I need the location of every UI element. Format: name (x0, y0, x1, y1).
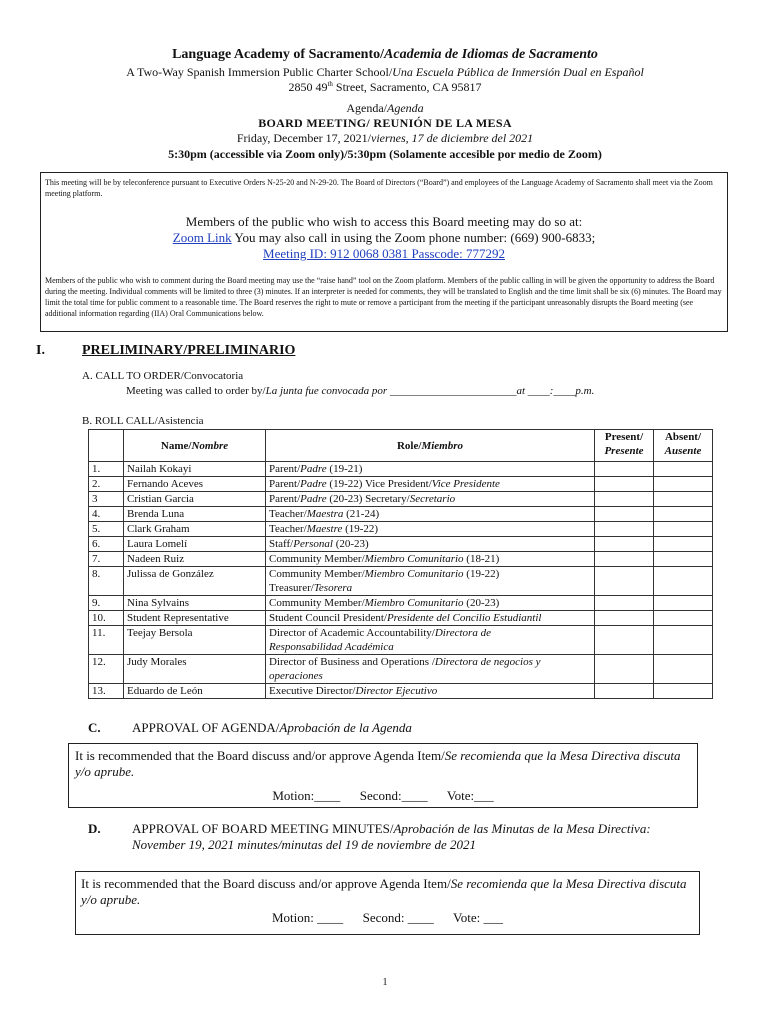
absent-checkbox-cell[interactable] (654, 626, 713, 655)
present-checkbox-cell[interactable] (595, 507, 654, 522)
role-tail: (19-21) (326, 463, 363, 475)
document-title (0, 47, 770, 63)
member-name-cell (124, 492, 266, 507)
row-number: 13. (92, 685, 106, 697)
member-name-cell (124, 596, 266, 611)
role-es: Director Ejecutivo (355, 685, 438, 697)
header-num (89, 430, 124, 462)
role2-es: Vice Presidente (431, 478, 500, 490)
zoom-line (40, 230, 728, 246)
member-name: Cristian Garcia (127, 493, 194, 505)
role2-es: Responsabilidad Académica (269, 641, 394, 653)
page-number: 1 (382, 977, 388, 988)
member-name-cell (124, 626, 266, 655)
absent-checkbox-cell[interactable] (654, 522, 713, 537)
role2-es: Secretario (409, 493, 456, 505)
notice-paragraph-2: Members of the public who wish to comment during the Board meeting may use the “raise hand” tool on the Zoom platform. Members of the public calling in will be given the opportunity to address the Board during the meeting. Individual comments will be limited to three (3) minutes. If an interpreter is needed for comments, they will be translated to English and the time limit shall be six (6) minutes. The Board may limit the total time for public comment to a reasonable time. The Board reserves the right to mute or remove a participant from the meeting if the participant unreasonably disrupts the Board meeting (see additional information regarding (IIA) Oral Communications below. (45, 276, 722, 318)
member-role-cell (266, 537, 595, 552)
row-number-cell (89, 626, 124, 655)
item-b-text: . ROLL CALL/Asistencia (89, 415, 204, 427)
roll-body (89, 462, 713, 699)
call-to-order-heading (82, 370, 243, 382)
meeting-title: BOARD MEETING/ REUNIÓN DE LA MESA (258, 116, 512, 130)
role-es: Directora de negocios y (434, 656, 541, 668)
member-role-cell (266, 684, 595, 699)
role-tail: (18-21) (463, 553, 500, 565)
role-tail: (19-22) (342, 523, 379, 535)
section-d-title-en: APPROVAL OF BOARD MEETING MINUTES/ (132, 821, 394, 836)
role-en: Community Member/ (269, 597, 365, 609)
member-name: Nina Sylvains (127, 597, 190, 609)
role-tail: (19-22) Vice President/ (326, 478, 432, 490)
agenda-es: Agenda (387, 101, 424, 115)
member-name: Student Representative (127, 612, 229, 624)
member-name-cell (124, 684, 266, 699)
present-checkbox-cell[interactable] (595, 522, 654, 537)
row-number-cell (89, 462, 124, 477)
member-name-cell (124, 462, 266, 477)
table-row (89, 567, 713, 596)
member-name-cell (124, 567, 266, 596)
row-number: 10. (92, 612, 106, 624)
member-role-cell (266, 507, 595, 522)
member-name-cell (124, 507, 266, 522)
member-name: Brenda Luna (127, 508, 185, 520)
header-absent-en: Absent/ (664, 431, 702, 443)
member-name: Eduardo de León (127, 685, 203, 697)
item-a-label: A (82, 370, 90, 382)
header-role (266, 430, 595, 462)
roll-header-row (89, 430, 713, 462)
section-d-title-es: Aprobación de las Minutas de la Mesa Directiva: (393, 821, 651, 836)
agenda-rec-en: It is recommended that the Board discuss and/or approve Agenda Item/ (75, 748, 445, 763)
header-name-en: Name/ (160, 439, 192, 452)
row-number-cell (89, 567, 124, 596)
row-number: 5. (92, 523, 101, 535)
header-present (595, 430, 654, 462)
present-checkbox-cell[interactable] (595, 567, 654, 596)
table-row (89, 596, 713, 611)
role-es: Presidente del Concilio Estudiantil (386, 612, 542, 624)
agenda-en: Agenda/ (346, 101, 387, 115)
item-b-label: B (82, 415, 90, 427)
role-tail: (20-23) (463, 597, 500, 609)
role-es: Miembro Comunitario (364, 568, 464, 580)
table-row (89, 626, 713, 655)
present-checkbox-cell[interactable] (595, 684, 654, 699)
table-row (89, 507, 713, 522)
member-role-cell (266, 596, 595, 611)
address-pre: 2850 49 (288, 80, 328, 94)
agenda-motion-line: Motion:____ Second:____ Vote:___ (272, 788, 494, 803)
section-d-heading (88, 820, 728, 837)
minutes-rec-en: It is recommended that the Board discuss and/or approve Agenda Item/ (81, 876, 451, 891)
address-post: Street, Sacramento, CA 95817 (332, 80, 482, 94)
role-en: Community Member/ (269, 568, 365, 580)
table-row (89, 522, 713, 537)
roll-call-table (88, 429, 713, 699)
member-name: Teejay Bersola (127, 627, 193, 639)
passcode-link[interactable]: Passcode: 777292 (411, 246, 505, 261)
member-role-cell (266, 462, 595, 477)
present-checkbox-cell[interactable] (595, 596, 654, 611)
section-c-title-en: APPROVAL OF AGENDA/ (132, 720, 280, 735)
role-en: Parent/ (269, 478, 301, 490)
role-en: Executive Director/ (269, 685, 356, 697)
role-tail: (20-23) Secretary/ (326, 493, 410, 505)
row-number: 12. (92, 656, 106, 668)
row-number-cell (89, 507, 124, 522)
absent-checkbox-cell[interactable] (654, 684, 713, 699)
access-info (40, 214, 728, 262)
school-subtitle (0, 65, 770, 80)
header-absent-es: Ausente (664, 445, 702, 457)
section-1-title: PRELIMINARY/PRELIMINARIO (82, 343, 296, 358)
row-number-cell (89, 492, 124, 507)
present-checkbox-cell[interactable] (595, 552, 654, 567)
table-row (89, 684, 713, 699)
header-name-es: Nombre (191, 439, 229, 452)
absent-checkbox-cell[interactable] (654, 552, 713, 567)
row-number-cell (89, 537, 124, 552)
member-name: Judy Morales (127, 656, 187, 668)
agenda-rec-es: Se recomienda que la Mesa Directiva discuta y/o aprube. (75, 748, 681, 779)
row-number-cell (89, 552, 124, 567)
role-es: Miembro Comunitario (364, 553, 464, 565)
absent-checkbox-cell[interactable] (654, 596, 713, 611)
meeting-id-line (40, 246, 728, 262)
role-tail: (20-23) (332, 538, 369, 550)
present-checkbox-cell[interactable] (595, 492, 654, 507)
header-present-en: Present/ (604, 431, 644, 443)
minutes-date-line: November 19, 2021 minutes/minutas del 19 de noviembre de 2021 (132, 837, 476, 852)
member-name-cell (124, 552, 266, 567)
member-role-cell (266, 626, 595, 655)
header-role-es: Miembro (421, 439, 463, 452)
row-number: 8. (92, 568, 101, 580)
address (0, 80, 770, 95)
section-c-heading (88, 720, 412, 736)
present-checkbox-cell[interactable] (595, 477, 654, 492)
table-row (89, 611, 713, 626)
section-d-label: D. (88, 821, 101, 836)
role-en: Parent/ (269, 463, 301, 475)
row-number: 11. (92, 627, 106, 639)
row-number: 9. (92, 597, 101, 609)
call-line-es: La junta fue convocada por _______________________at ____:____p.m. (265, 385, 595, 397)
header-role-en: Role/ (396, 439, 422, 452)
absent-checkbox-cell[interactable] (654, 477, 713, 492)
item-a-text: . CALL TO ORDER/Convocatoria (89, 370, 244, 382)
member-name: Nadeen Ruiz (127, 553, 185, 565)
role2-en: Treasurer/ (269, 582, 314, 594)
row-number: 2. (92, 478, 101, 490)
row-number: 6. (92, 538, 101, 550)
table-row (89, 655, 713, 684)
absent-checkbox-cell[interactable] (654, 611, 713, 626)
member-name-cell (124, 522, 266, 537)
absent-checkbox-cell[interactable] (654, 462, 713, 477)
table-row (89, 477, 713, 492)
subtitle-en: A Two-Way Spanish Immersion Public Charter School/ (126, 65, 393, 79)
row-number: 7. (92, 553, 101, 565)
section-c-label: C. (88, 720, 101, 735)
role2-es: operaciones (269, 670, 323, 682)
minutes-motion-line: Motion: ____ Second: ____ Vote: ___ (272, 910, 503, 925)
role-en: Director of Academic Accountability/ (269, 627, 435, 639)
access-line: Members of the public who wish to access this Board meeting may do so at: (185, 214, 583, 229)
header-absent (654, 430, 713, 462)
member-name: Laura Lomelí (127, 538, 188, 550)
meeting-date (0, 131, 770, 146)
role-en: Staff/ (269, 538, 294, 550)
member-role-cell (266, 477, 595, 492)
absent-checkbox-cell[interactable] (654, 655, 713, 684)
row-number-cell (89, 684, 124, 699)
zoom-link[interactable]: Zoom Link (172, 230, 232, 245)
role-es: Miembro Comunitario (364, 597, 464, 609)
member-role-cell (266, 611, 595, 626)
member-role-cell (266, 492, 595, 507)
member-name-cell (124, 477, 266, 492)
present-checkbox-cell[interactable] (595, 537, 654, 552)
role2-es: Tesorera (313, 582, 353, 594)
role-es: Maestre (306, 523, 343, 535)
title-es: Academia de Idiomas de Sacramento (384, 47, 598, 62)
call-to-order-line (126, 385, 594, 397)
date-es: viernes, 17 de diciembre del 2021 (371, 131, 534, 145)
member-role-cell (266, 567, 595, 596)
member-role-cell (266, 655, 595, 684)
role-tail: (19-22) (463, 568, 500, 580)
member-name: Nailah Kokayi (127, 463, 192, 475)
row-number-cell (89, 611, 124, 626)
header-name (124, 430, 266, 462)
member-name-cell (124, 537, 266, 552)
subtitle-es: Una Escuela Pública de Inmersión Dual en Español (392, 65, 644, 79)
agenda-label (0, 101, 770, 116)
role-es: Padre (300, 493, 327, 505)
row-number-cell (89, 477, 124, 492)
phone-text: You may also call in using the Zoom phone number: (669) 900-6833; (231, 230, 596, 245)
meeting-time: 5:30pm (accessible via Zoom only)/5:30pm (Solamente accesible por medio de Zoom) (168, 147, 602, 161)
absent-checkbox-cell[interactable] (654, 507, 713, 522)
absent-checkbox-cell[interactable] (654, 537, 713, 552)
role-es: Padre (300, 478, 327, 490)
absent-checkbox-cell[interactable] (654, 492, 713, 507)
row-number-cell (89, 522, 124, 537)
agenda-recommendation (75, 748, 690, 780)
table-row (89, 462, 713, 477)
present-checkbox-cell[interactable] (595, 626, 654, 655)
present-checkbox-cell[interactable] (595, 611, 654, 626)
role-en: Student Council President/ (269, 612, 387, 624)
table-row (89, 492, 713, 507)
role-en: Teacher/ (269, 523, 307, 535)
role-es: Directora de (434, 627, 491, 639)
role-es: Maestra (306, 508, 344, 520)
table-row (89, 552, 713, 567)
absent-checkbox-cell[interactable] (654, 567, 713, 596)
row-number: 4. (92, 508, 101, 520)
role-en: Community Member/ (269, 553, 365, 565)
role-es: Padre (300, 463, 327, 475)
minutes-rec-es: Se recomienda que la Mesa Directiva discuta y/o aprube. (81, 876, 687, 907)
row-number-cell (89, 655, 124, 684)
notice-paragraph-1: This meeting will be by teleconference pursuant to Executive Orders N-25-20 and N-29-20. The Board of Directors (“Board”) and employees of the Language Academy of Sacramento shall meet via the Zoom meeting platform. (45, 178, 713, 198)
title-en: Language Academy of Sacramento/ (172, 47, 385, 62)
meeting-id-link[interactable]: Meeting ID: 912 0068 0381 (263, 246, 412, 261)
member-name: Fernando Aceves (127, 478, 204, 490)
member-role-cell (266, 522, 595, 537)
minutes-recommendation (81, 876, 693, 908)
member-role-cell (266, 552, 595, 567)
role-en: Director of Business and Operations / (269, 656, 435, 668)
present-checkbox-cell[interactable] (595, 655, 654, 684)
member-name-cell (124, 611, 266, 626)
member-name-cell (124, 655, 266, 684)
row-number: 1. (92, 463, 101, 475)
member-name: Clark Graham (127, 523, 190, 535)
address-sup: th (327, 80, 333, 88)
present-checkbox-cell[interactable] (595, 462, 654, 477)
table-row (89, 537, 713, 552)
call-line-en: Meeting was called to order by/ (126, 385, 266, 397)
role-tail: (21-24) (343, 508, 380, 520)
section-1-number: I. (36, 343, 45, 358)
member-name: Julissa de González (127, 568, 214, 580)
row-number: 3 (92, 493, 98, 505)
role-es: Personal (293, 538, 333, 550)
row-number-cell (89, 596, 124, 611)
role-en: Parent/ (269, 493, 301, 505)
section-c-title-es: Aprobación de la Agenda (279, 720, 412, 735)
role-en: Teacher/ (269, 508, 307, 520)
header-present-es: Presente (604, 445, 644, 457)
date-en: Friday, December 17, 2021/ (236, 131, 371, 145)
roll-call-heading (82, 415, 204, 427)
